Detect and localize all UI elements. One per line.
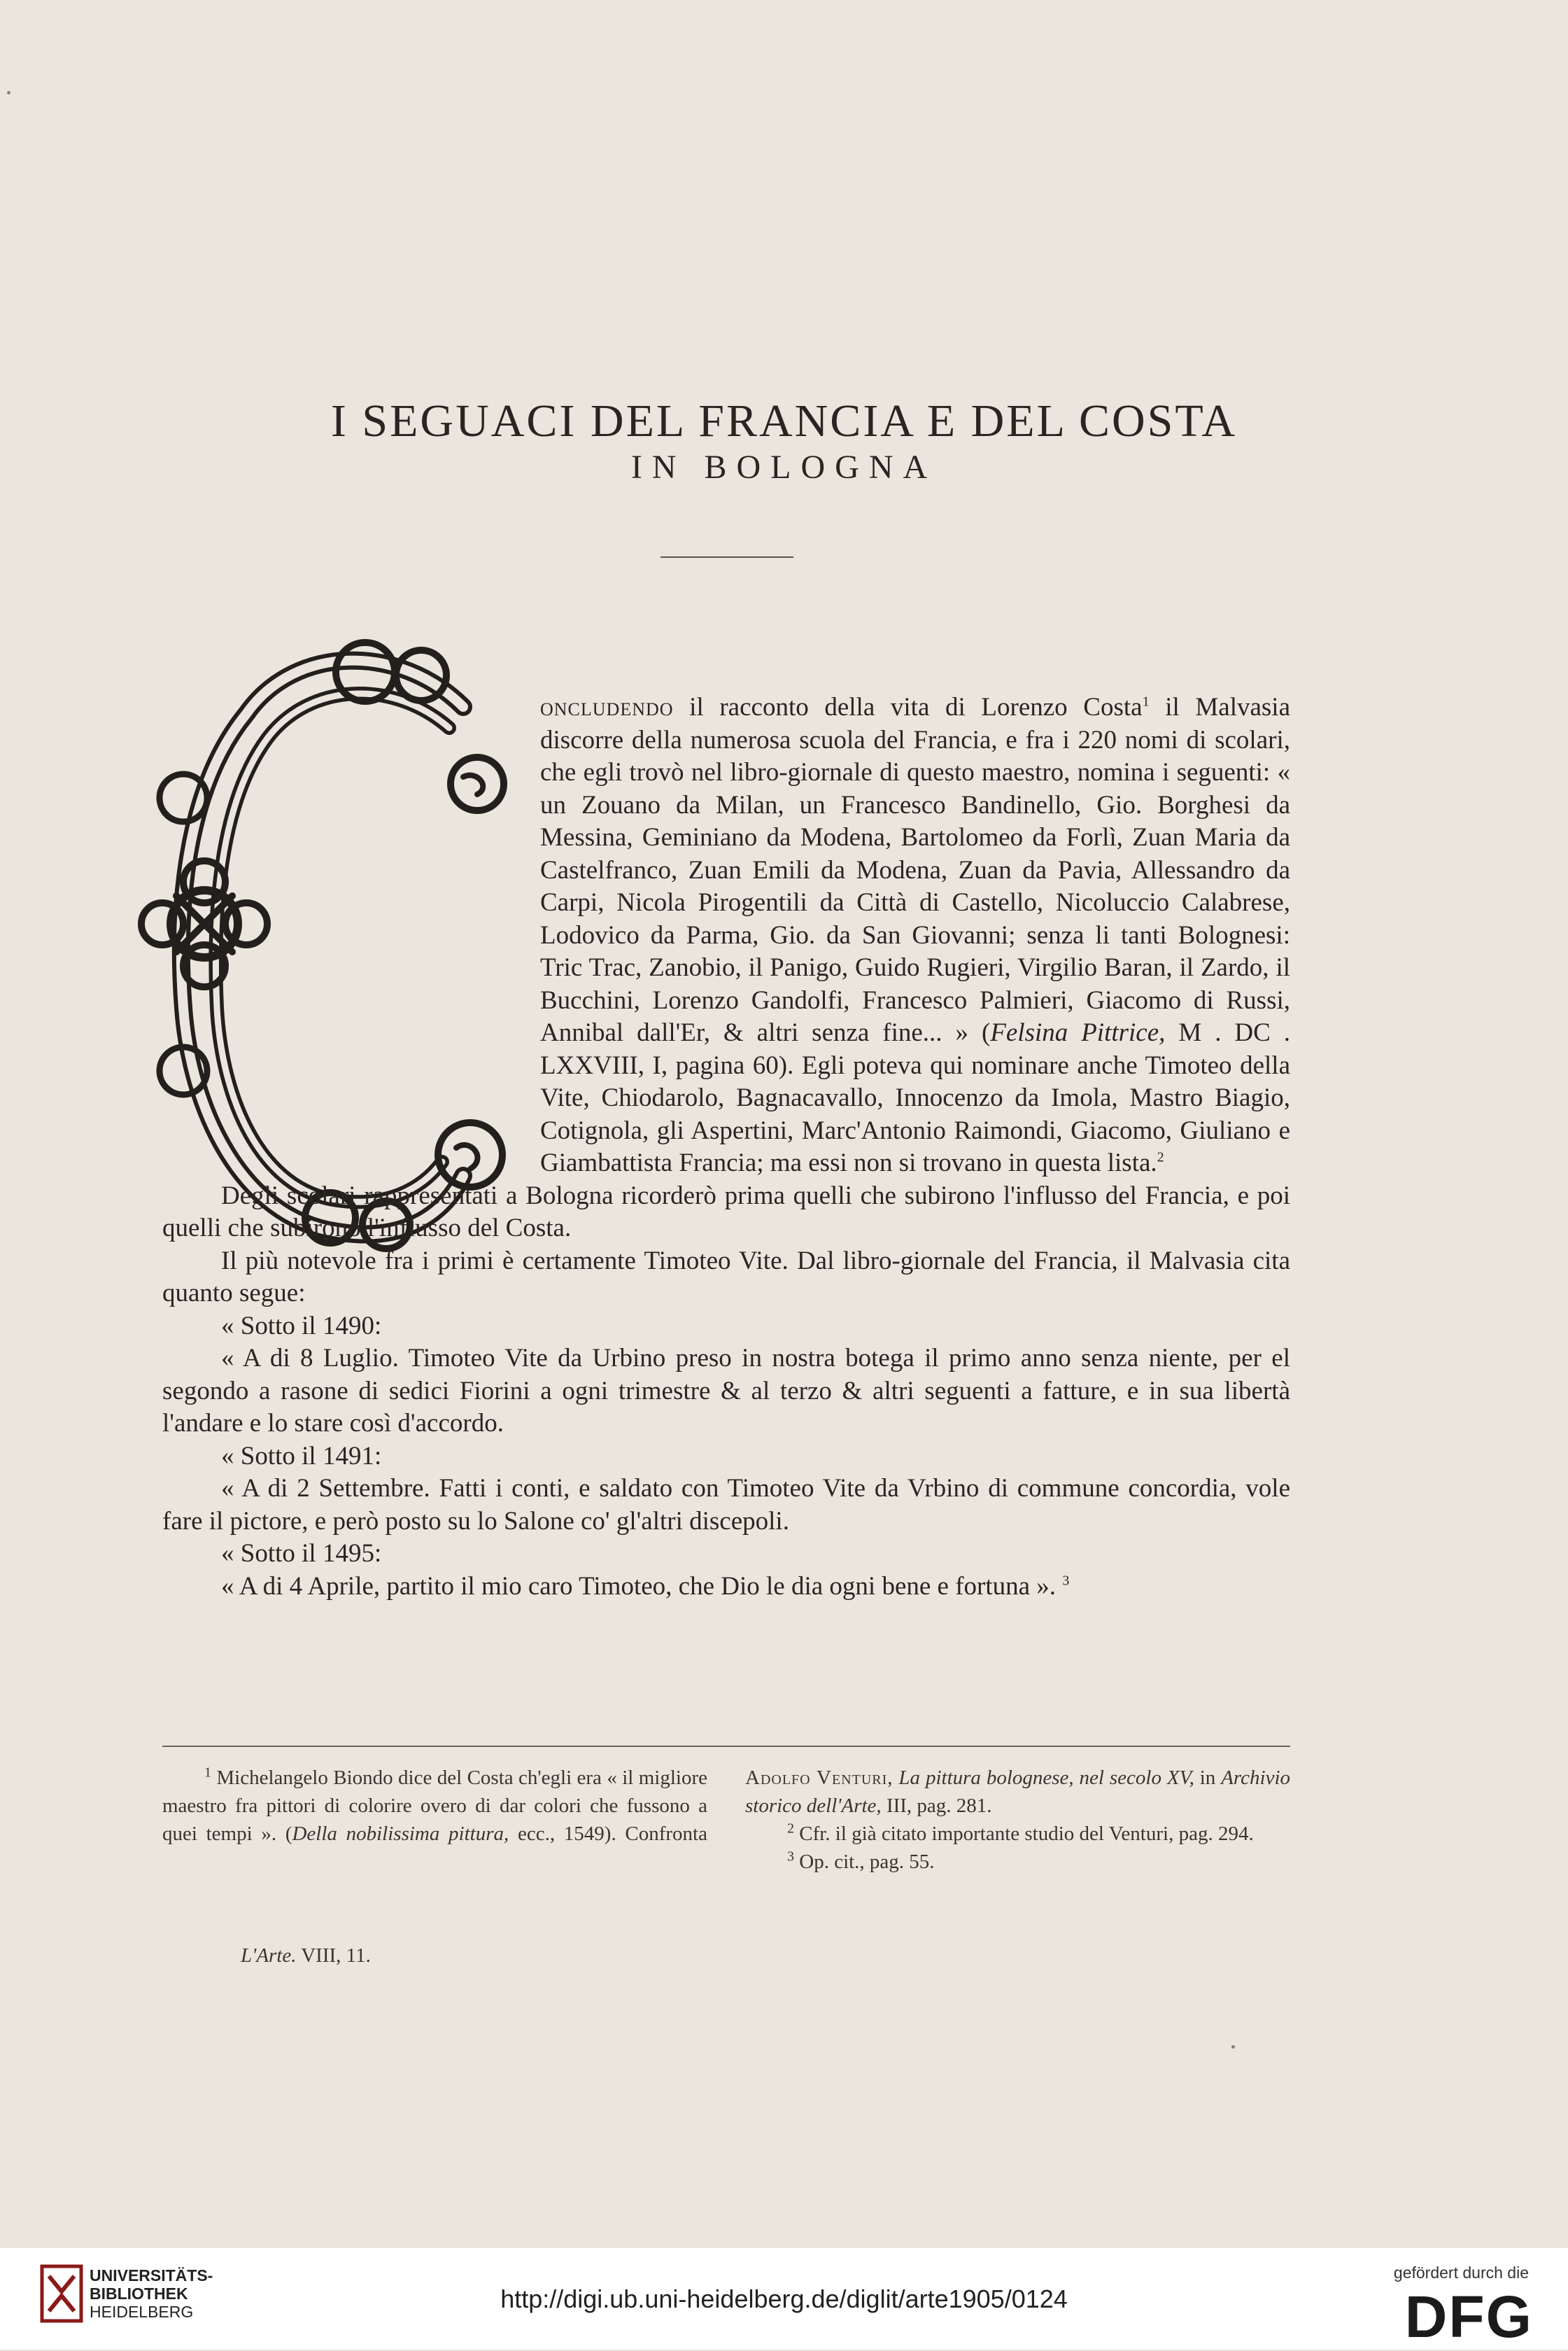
paragraph-text: il racconto della vita di Lorenzo Costa <box>673 693 1143 722</box>
footnote-ref-2[interactable]: 2 <box>1157 1149 1164 1165</box>
article-body <box>162 692 1290 1603</box>
footnote-text: III, pag. 281. <box>881 1795 992 1817</box>
journal-signature <box>241 1944 371 1967</box>
footnote-number: 1 <box>204 1764 211 1781</box>
paper-speck <box>7 91 10 94</box>
quote-heading-1491: « Sotto il 1491: <box>221 1441 382 1471</box>
quote-heading-1490: « Sotto il 1490: <box>221 1311 382 1340</box>
paragraph-text: « A di 4 Aprile, partito il mio caro Timoteo, che Dio le dia ogni bene e fortuna ». <box>221 1571 1057 1601</box>
library-name-line: BIBLIOTHEK <box>90 2285 188 2303</box>
article-subtitle: IN BOLOGNA <box>630 449 938 486</box>
dfg-logo-icon[interactable]: DFG <box>1404 2284 1533 2350</box>
quote-heading-1495: « Sotto il 1495: <box>221 1539 382 1568</box>
footnote-text: ecc., 1549). Confronta <box>509 1823 707 1845</box>
library-name-line: HEIDELBERG <box>90 2303 194 2321</box>
library-name-line: UNIVERSITÄTS- <box>90 2266 213 2285</box>
footnote-number: 2 <box>787 1820 794 1837</box>
quote-entry-1491: « A di 2 Settembre. Fatti i conti, e saldato con Timoteo Vite da Vrbino di commune concordia, vole fare il pictore, e però posto su lo Salone co' gl'altri discepoli. <box>162 1474 1290 1536</box>
footnote-2 <box>745 1820 1290 1848</box>
quote-entry-1490: « A di 8 Luglio. Timoteo Vite da Urbino preso in nostra botega il primo anno senza niente, per el segondo a rasone di sedici Fiorini a ogni trimestre & al terzo & altri seguenti a fatture, e in sua libertà l'andare e lo stare così d'accordo. <box>162 1344 1290 1438</box>
digitization-footer <box>0 2248 1568 2350</box>
sponsor-label: gefördert durch die <box>1393 2264 1529 2282</box>
footnote-text: Cfr. il già citato importante studio del Venturi, pag. 294. <box>794 1823 1254 1845</box>
paragraph-3: Il più notevole fra i primi è certamente Timoteo Vite. Dal libro-giornale del Francia, il Malvasia cita quanto segue: <box>162 1246 1290 1307</box>
footnote-italic: La pittura bolognese, nel secolo XV, <box>898 1767 1194 1789</box>
footnotes <box>162 1764 1290 1876</box>
footnote-ref-3[interactable]: 3 <box>1062 1573 1070 1589</box>
footnote-ref-1[interactable]: 1 <box>1142 694 1150 710</box>
footnote-number: 3 <box>787 1848 794 1865</box>
paragraph-text: M . DC . LXXVIII, I, pagina 60). Egli poteva qui nominare anche Timoteo della Vite, Chiodarolo, Bagnacavallo, Innocenzo da Imola, Mastro Biagio, Cotignola, gli Aspertini, Marc'Antonio Raimondi, Giacomo, Giuliano e Giambattista Francia; ma essi non si trovano in questa lista. <box>540 1018 1290 1177</box>
footnote-text: Op. cit., pag. 55. <box>794 1851 935 1873</box>
volume-info: VIII, 11. <box>296 1944 371 1967</box>
footnote-text: in <box>1194 1767 1222 1789</box>
permalink-url[interactable]: http://digi.ub.uni-heidelberg.de/diglit/arte1905/0124 <box>500 2285 1068 2313</box>
footnote-italic: Archivio storico dell'Arte, <box>745 1767 1290 1817</box>
journal-name: L'Arte. <box>241 1944 297 1967</box>
dropcap-continuation: oncludendo <box>540 693 674 722</box>
footnote-divider <box>162 1746 1290 1747</box>
footnote-3 <box>745 1848 1290 1876</box>
footnote-text: Michelangelo Biondo dice del Costa ch'egli era « il migliore maestro fra pittori di colorire overo di dar colori che fussono a quei tempi ». ( <box>162 1767 707 1845</box>
paragraph-1 <box>162 692 1290 1180</box>
footnote-italic: Della nobilissima pittura, <box>292 1823 509 1845</box>
paragraph-text: il Malvasia discorre della numerosa scuola del Francia, e fra i 220 nomi di scolari, che egli trovò nel libro-giornale di questo maestro, nomina i seguenti: « un Zouano da Milan, un Francesco Bandinello, Gio. Borghesi da Messina, Geminiano da Modena, Bartolomeo da Forlì, Zuan Maria da Castelfranco, Zuan Emili da Modena, Zuan da Pavia, Allessandro da Carpi, Nicola Pirogentili da Città di Castello, Nicoluccio Calabrese, Lodovico da Parma, Gio. da San Giovanni; senza li tanti Bolognesi: Tric Trac, Zanobio, il Panigo, Guido Rugieri, Virgilio Baran, il Zardo, il Bucchini, Lorenzo Gandolfi, Francesco Palmieri, Giacomo di Russi, Annibal dall'Er, & altri senza fine... » ( <box>540 693 1290 1047</box>
footnote-author: Adolfo Venturi, <box>745 1767 894 1789</box>
paragraph-2: Degli scolari rappresentati a Bologna ricorderò prima quelli che subirono l'influsso del Francia, e poi quelli che subirono l'influsso del Costa. <box>162 1181 1290 1242</box>
paper-speck <box>1231 2045 1235 2049</box>
article-title: I SEGUACI DEL FRANCIA E DEL COSTA <box>330 395 1238 447</box>
italic-citation: Felsina Pittrice, <box>990 1018 1166 1047</box>
quote-entry-1495 <box>162 1571 1290 1603</box>
title-divider <box>661 556 793 558</box>
